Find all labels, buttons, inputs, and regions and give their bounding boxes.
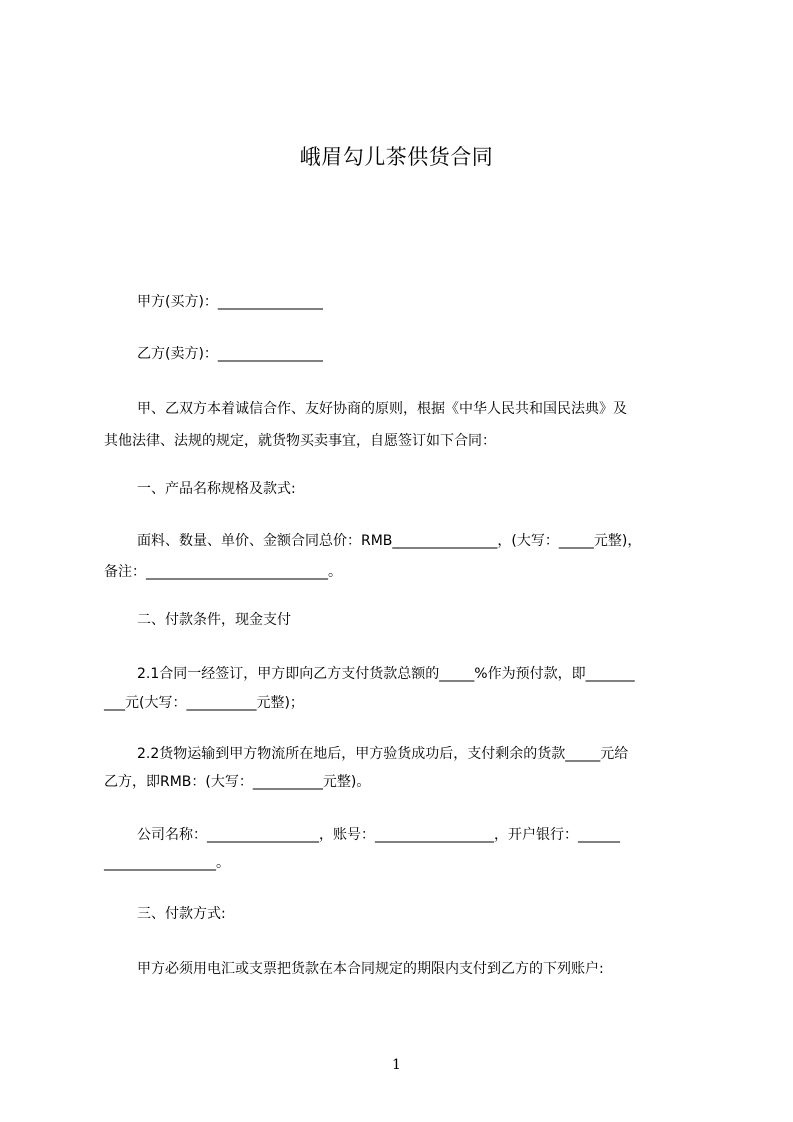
preamble-line-1: 甲、乙双方本着诚信合作、友好协商的原则，根据《中华人民共和国民法典》及	[137, 401, 627, 417]
preamble-line-2: 其他法律、法规的规定，就货物买卖事宜，自愿签订如下合同：	[104, 433, 496, 449]
section-3-heading: 三、付款方式:	[137, 906, 226, 922]
bank-info-line-1: 公司名称：________________，账号：_________________，开户银行：______	[137, 827, 620, 843]
clause-2-1-line-2: ___元(大写：__________元整)；	[104, 695, 304, 711]
party-a-line: 甲方(买方)：_______________	[137, 294, 323, 310]
page-number: 1	[392, 1057, 401, 1073]
section-1-line-1: 面料、数量、单价、金额合同总价：RMB_______________，(大写：_____元整)，	[137, 533, 642, 549]
party-b-line: 乙方(卖方)：_______________	[137, 346, 323, 362]
section-2-heading: 二、付款条件，现金支付	[137, 612, 291, 628]
section-3-text: 甲方必须用电汇或支票把货款在本合同规定的期限内支付到乙方的下列账户:	[137, 961, 604, 977]
section-1-line-2: 备注：__________________________。	[104, 564, 342, 580]
clause-2-2-line-2: 乙方，即RMB：(大写：__________元整)。	[104, 774, 371, 790]
section-1-heading: 一、产品名称规格及款式:	[137, 481, 296, 497]
bank-info-line-2: ________________。	[104, 855, 230, 871]
clause-2-1-line-1: 2.1合同一经签订，甲方即向乙方支付货款总额的_____%作为预付款，即_______	[137, 666, 635, 682]
clause-2-2-line-1: 2.2货物运输到甲方物流所在地后，甲方验货成功后，支付剩余的货款_____元给	[137, 746, 629, 762]
document-title: 峨眉勾儿茶供货合同	[299, 145, 494, 169]
